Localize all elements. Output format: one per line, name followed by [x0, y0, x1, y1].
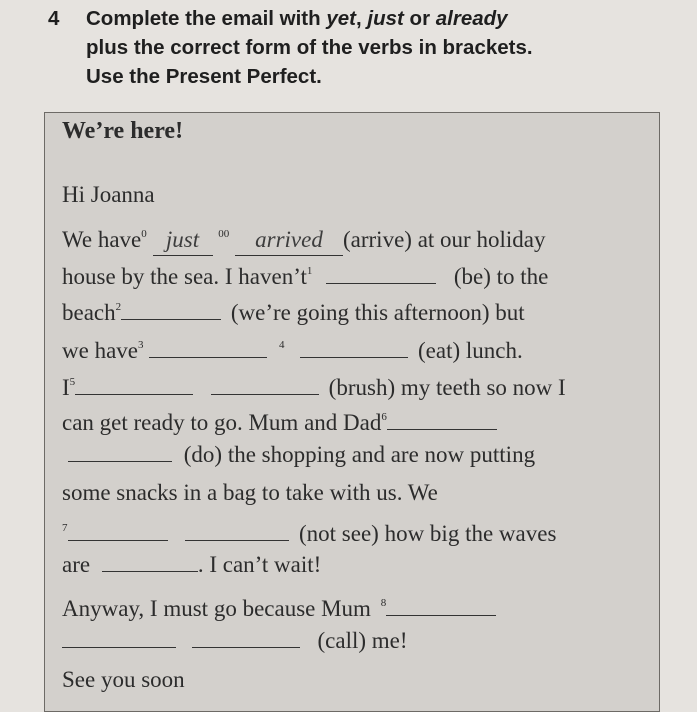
gap-6b-blank[interactable] [68, 443, 172, 462]
gap-number-2: 2 [115, 301, 122, 313]
gap-number-4: 4 [279, 339, 285, 351]
gap-number-1: 1 [306, 265, 313, 277]
instruction-line-3: Use the Present Perfect. [86, 65, 322, 88]
gap-number-0: 0 [141, 228, 147, 240]
word-yet: yet [326, 7, 356, 30]
email-line-7: (do) the shopping and are now putting [62, 440, 535, 470]
email-title: We’re here! [62, 118, 184, 144]
gap-1-blank[interactable] [326, 265, 436, 284]
gap-number-00: 00 [218, 228, 230, 240]
email-line-8: some snacks in a bag to take with us. We [62, 480, 438, 505]
gap-2-blank[interactable] [121, 301, 221, 320]
email-line-11: Anyway, I must go because Mum $^8$ [62, 588, 496, 624]
email-closing: See you soon [62, 667, 185, 692]
gap-number-5: 5 [69, 376, 76, 388]
gap-7a-blank[interactable] [68, 522, 168, 541]
email-line-4: we have$^3$ $^4$ (eat) lunch. [62, 338, 523, 363]
exercise-number: 4 [48, 7, 60, 30]
word-just: just [367, 7, 404, 30]
answer-00[interactable]: arrived [235, 225, 343, 256]
gap-number-6: 6 [381, 411, 387, 423]
gap-4-blank[interactable] [300, 339, 408, 358]
gap-7b-blank[interactable] [185, 522, 289, 541]
gap-number-3: 3 [138, 339, 144, 351]
instruction-line-2: plus the correct form of the verbs in brackets. [86, 36, 533, 59]
gap-8a-blank[interactable] [386, 597, 496, 616]
email-greeting: Hi Joanna [62, 182, 155, 207]
gap-number-7: 7 [62, 522, 68, 534]
email-line-12: (call) me! [62, 626, 408, 656]
gap-5b-blank[interactable] [211, 376, 319, 395]
answer-0[interactable]: just [153, 225, 213, 256]
email-line-9: $^7$ (not see) how big the waves [62, 521, 557, 546]
email-line-1: We have$^0$ just $^{00}$ arrived (arrive) at our holiday [62, 219, 545, 256]
instruction-line-1: Complete the email with yet, just or already [86, 7, 508, 30]
email-line-3: beach$^2$ (we’re going this afternoon) but [62, 300, 525, 325]
word-already: already [435, 7, 508, 30]
gap-5a-blank[interactable] [75, 376, 193, 395]
gap-8c-blank[interactable] [192, 629, 300, 648]
email-line-5: $I^5$ (brush) my teeth so now I [62, 375, 566, 400]
gap-number-8: 8 [380, 597, 387, 609]
gap-6a-blank[interactable] [387, 411, 497, 430]
gap-3-blank[interactable] [149, 339, 267, 358]
gap-are-blank[interactable] [102, 553, 198, 572]
email-line-6: can get ready to go. Mum and Dad$^6$ [62, 402, 497, 438]
email-line-2: house by the sea. I $haven’t^1$ (be) to the [62, 264, 549, 289]
gap-8b-blank[interactable] [62, 629, 176, 648]
email-line-10: are . I can’t wait! [62, 552, 322, 577]
